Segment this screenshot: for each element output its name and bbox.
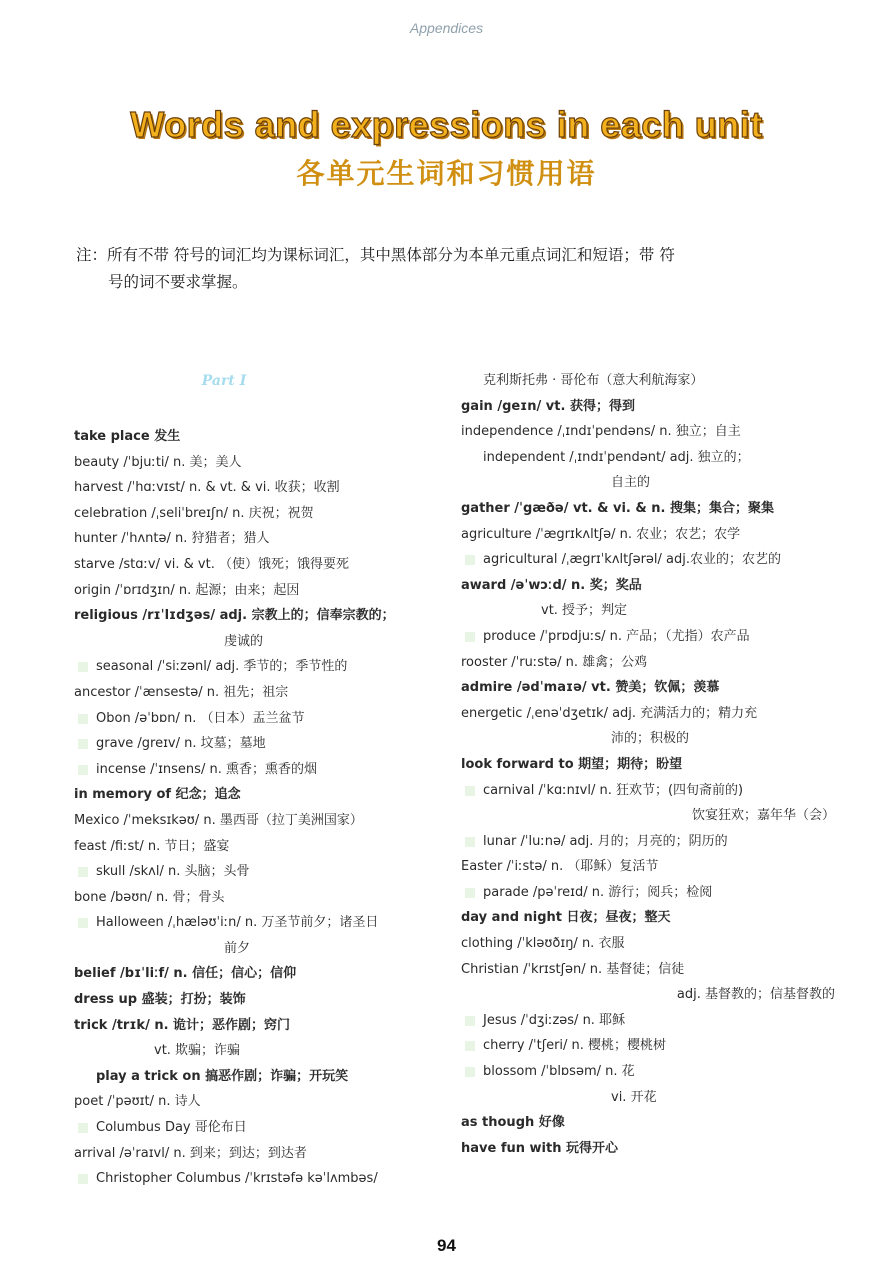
vocab-entry (74, 501, 454, 527)
left-entry-list (74, 424, 454, 1192)
vocab-entry-text: 饮宴狂欢；嘉年华（会） (691, 808, 835, 824)
vocab-entry (74, 526, 454, 552)
vocab-entry-text: have fun with 玩得开心 (461, 1140, 618, 1156)
vocab-entry-text: feast /fiːst/ n. 节日；盛宴 (74, 838, 230, 854)
vocab-entry-text: 前夕 (224, 940, 251, 956)
vocab-entry-text: Halloween /ˌhæləʊˈiːn/ n. 万圣节前夕；诸圣日 (96, 915, 379, 931)
vocab-entry (461, 573, 841, 599)
vocab-entry (461, 496, 841, 522)
vocab-entry-text: day and night 日夜；昼夜；整天 (461, 910, 671, 926)
vocab-entry (74, 629, 454, 655)
vocab-entry-text: admire /ədˈmaɪə/ vt. 赞美；钦佩；羡慕 (461, 680, 720, 696)
vocab-entry (74, 706, 454, 732)
vocab-entry (74, 936, 454, 962)
vocab-entry-text: religious /rɪˈlɪdʒəs/ adj. 宗教上的；信奉宗教的； (74, 608, 395, 624)
vocab-entry-text: agricultural /ˌægrɪˈkʌltʃərəl/ adj.农业的；农艺的 (483, 552, 782, 568)
vocab-entry (74, 859, 454, 885)
vocab-entry-text: independent /ˌɪndɪˈpendənt/ adj. 独立的； (483, 449, 750, 465)
vocab-entry-text: look forward to 期望；期待；盼望 (461, 756, 683, 772)
vocab-entry-text: Christian /ˈkrɪstʃən/ n. 基督徒；信徒 (461, 961, 685, 977)
vocab-entry-text: Easter /ˈiːstə/ n. （耶稣）复活节 (461, 859, 659, 875)
vocab-entry (74, 757, 454, 783)
vocab-entry-text: hunter /ˈhʌntə/ n. 狩猎者；猎人 (74, 531, 270, 547)
vocab-entry (461, 650, 841, 676)
vocab-entry (461, 522, 841, 548)
vocab-entry-text: independence /ˌɪndɪˈpendəns/ n. 独立；自主 (461, 424, 741, 440)
vocab-entry-text: carnival /ˈkɑːnɪvl/ n. 狂欢节；(四旬斋前的) (483, 782, 744, 798)
vocab-entry-text: parade /pəˈreɪd/ n. 游行；阅兵；检阅 (483, 884, 713, 900)
vocab-entry-text: harvest /ˈhɑːvɪst/ n. & vt. & vi. 收获；收割 (74, 480, 340, 496)
vocab-entry (461, 931, 841, 957)
vocab-entry-text: celebration /ˌseliˈbreɪʃn/ n. 庆祝；祝贺 (74, 505, 314, 521)
vocab-entry (461, 880, 841, 906)
vocab-entry-text: origin /ˈɒrɪdʒɪn/ n. 起源；由来；起因 (74, 582, 300, 598)
vocab-entry (461, 368, 841, 394)
part-heading: Part I (201, 373, 247, 389)
vocab-entry-text: poet /ˈpəʊɪt/ n. 诗人 (74, 1094, 201, 1110)
vocab-entry-text: vi. 开花 (611, 1089, 657, 1105)
vocab-entry (461, 624, 841, 650)
vocab-entry-text: ancestor /ˈænsestə/ n. 祖先；祖宗 (74, 684, 289, 700)
vocab-entry-text: seasonal /ˈsiːzənl/ adj. 季节的；季节性的 (96, 659, 348, 675)
vocab-entry-text: Christopher Columbus /ˈkrɪstəfə kəˈlʌmbəs/ (96, 1171, 378, 1187)
vocab-entry-text: Columbus Day 哥伦布日 (96, 1120, 247, 1136)
vocab-entry-text: dress up 盛装；打扮；装饰 (74, 992, 246, 1008)
vocab-entry (461, 982, 841, 1008)
page-title: Words and expressions in each unit (130, 104, 763, 145)
vocab-entry-text: belief /bɪˈliːf/ n. 信任；信心；信仰 (74, 966, 297, 982)
left-column (74, 368, 454, 1192)
vocab-entry-text: Mexico /ˈmeksɪkəʊ/ n. 墨西哥（拉丁美洲国家） (74, 812, 363, 828)
vocab-entry-text: arrival /əˈraɪvl/ n. 到来；到达；到达者 (74, 1145, 307, 1161)
vocab-entry-text: energetic /ˌenəˈdʒetɪk/ adj. 充满活力的；精力充 (461, 705, 758, 721)
vocab-entry-text: take place 发生 (74, 429, 181, 444)
vocab-entry (74, 424, 454, 450)
vocab-entry (74, 987, 454, 1013)
vocab-entry (461, 1136, 841, 1162)
vocab-entry-text: play a trick on 搞恶作剧；诈骗；开玩笑 (96, 1068, 349, 1084)
vocab-entry (74, 782, 454, 808)
vocab-entry-text: gather /ˈgæðə/ vt. & vi. & n. 搜集；集合；聚集 (461, 500, 774, 516)
vocab-entry (74, 834, 454, 860)
vocab-entry (74, 475, 454, 501)
vocab-entry (74, 578, 454, 604)
vocab-entry (461, 470, 841, 496)
vocab-entry-text: bone /bəʊn/ n. 骨；骨头 (74, 889, 225, 905)
vocab-entry (461, 419, 841, 445)
vocab-entry (461, 394, 841, 420)
vocab-entry (74, 450, 454, 476)
right-entry-list (461, 368, 841, 1161)
vocab-entry (74, 1064, 454, 1090)
vocab-entry (74, 552, 454, 578)
vocab-entry-text: beauty /ˈbjuːti/ n. 美；美人 (74, 454, 242, 470)
vocab-entry (461, 854, 841, 880)
page-number: 94 (437, 1236, 456, 1255)
usage-note-line-2: 号的词不要求掌握。 (108, 273, 248, 291)
vocab-entry-text: grave /greɪv/ n. 坟墓；墓地 (96, 736, 266, 752)
vocab-entry (461, 675, 841, 701)
vocab-entry-text: starve /stɑːv/ vi. & vt. （使）饿死；饿得要死 (74, 556, 349, 572)
vocab-entry-text: lunar /ˈluːnə/ adj. 月的；月亮的；阴历的 (483, 833, 728, 849)
vocab-entry-text: gain /geɪn/ vt. 获得；得到 (461, 398, 635, 414)
vocab-entry (74, 1013, 454, 1039)
vocab-entry-text: vt. 欺骗；诈骗 (154, 1043, 241, 1059)
vocab-entry (74, 885, 454, 911)
vocab-entry-text: rooster /ˈruːstə/ n. 雄禽；公鸡 (461, 654, 648, 670)
vocab-entry (461, 1059, 841, 1085)
vocab-entry-text: trick /trɪk/ n. 诡计；恶作剧；窍门 (74, 1017, 291, 1033)
vocab-entry (74, 680, 454, 706)
vocab-entry (461, 445, 841, 471)
vocab-entry-text: agriculture /ˈægrɪkʌltʃə/ n. 农业；农艺；农学 (461, 526, 741, 542)
vocab-entry (74, 1089, 454, 1115)
vocab-entry (461, 957, 841, 983)
vocab-entry-text: clothing /ˈkləʊðɪŋ/ n. 衣服 (461, 936, 625, 952)
vocab-entry (461, 1033, 841, 1059)
vocab-entry (461, 598, 841, 624)
usage-note (76, 242, 816, 296)
vocab-entry-text: 自主的 (611, 475, 651, 491)
vocab-entry (74, 654, 454, 680)
vocab-entry (461, 1110, 841, 1136)
vocab-entry (74, 910, 454, 936)
vocab-entry-text: Obon /əˈbɒn/ n. （日本）盂兰盆节 (96, 710, 305, 726)
vocab-entry (461, 701, 841, 727)
vocab-entry-text: incense /ˈɪnsens/ n. 熏香；熏香的烟 (96, 761, 317, 777)
vocab-entry (461, 1008, 841, 1034)
vocab-entry-text: blossom /ˈblɒsəm/ n. 花 (483, 1064, 635, 1080)
vocab-entry (74, 731, 454, 757)
vocab-entry-text: adj. 基督教的；信基督教的 (676, 987, 835, 1003)
vocab-entry-text: as though 好像 (461, 1115, 565, 1131)
vocab-entry-text: 克利斯托弗 · 哥伦布（意大利航海家） (483, 373, 704, 388)
vocab-entry (74, 603, 454, 629)
vocab-entry-text: produce /ˈprɒdjuːs/ n. 产品；（尤指）农产品 (483, 628, 750, 644)
vocab-entry-text: in memory of 纪念；追念 (74, 787, 241, 803)
vocab-entry-text: vt. 授予；判定 (541, 603, 628, 619)
vocab-entry-text: 沛的；积极的 (611, 731, 690, 747)
vocab-entry (461, 547, 841, 573)
vocab-entry-text: skull /skʌl/ n. 头脑；头骨 (96, 864, 250, 880)
vocab-entry (74, 1166, 454, 1192)
vocab-entry (74, 961, 454, 987)
vocab-entry (74, 808, 454, 834)
right-column (461, 368, 841, 1161)
vocab-entry-text: award /əˈwɔːd/ n. 奖；奖品 (461, 577, 642, 593)
vocab-entry (461, 803, 841, 829)
vocab-entry (461, 752, 841, 778)
usage-note-line-1: 注：所有不带 符号的词汇均为课标词汇，其中黑体部分为本单元重点词汇和短语；带 符 (76, 246, 675, 264)
vocab-entry-text: 虔诚的 (224, 633, 264, 649)
vocab-entry (461, 778, 841, 804)
vocab-entry (461, 829, 841, 855)
vocab-entry (461, 905, 841, 931)
vocab-entry (461, 1085, 841, 1111)
vocab-entry (74, 1038, 454, 1064)
vocab-entry (74, 1141, 454, 1167)
vocab-entry-text: Jesus /ˈdʒiːzəs/ n. 耶稣 (483, 1012, 626, 1028)
vocab-entry-text: cherry /ˈtʃeri/ n. 樱桃；樱桃树 (483, 1038, 667, 1054)
vocab-entry (461, 726, 841, 752)
vocab-entry (74, 1115, 454, 1141)
running-head: Appendices (409, 20, 484, 36)
page-subtitle: 各单元生词和习惯用语 (296, 157, 597, 190)
